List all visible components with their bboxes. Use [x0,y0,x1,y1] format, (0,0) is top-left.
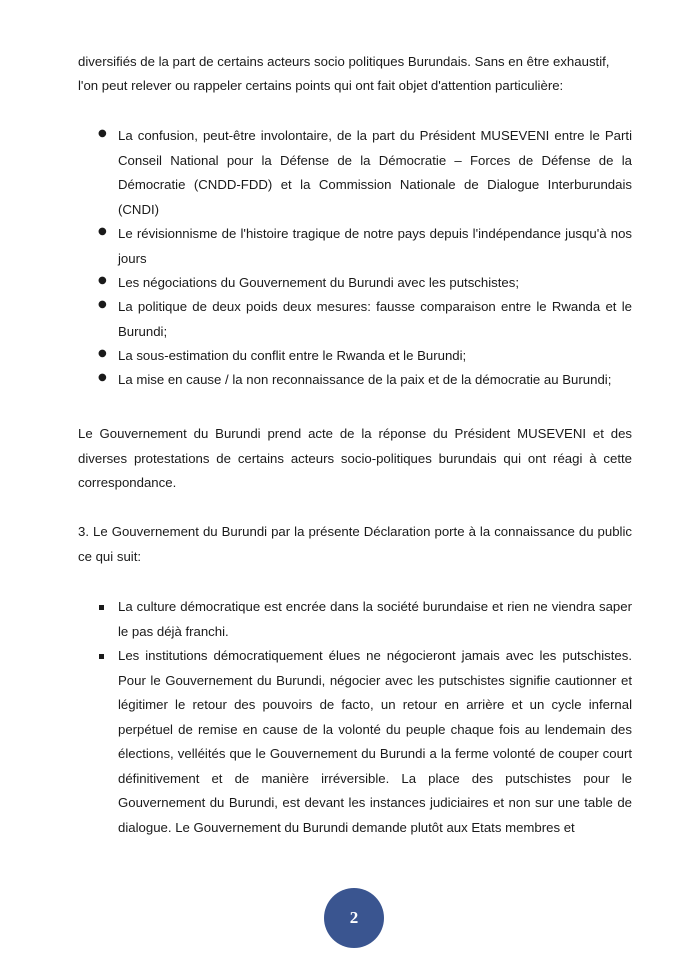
bullet-dot-icon: ● [98,372,107,383]
bullet-dot-icon: ● [98,348,107,359]
list-item: Le révisionnisme de l'histoire tragique de notre pays depuis l'indépendance jusqu'à nos jours [118,226,632,266]
intro-line-1: diversifiés de la part de certains acteurs socio politiques Burundais. Sans en être exhaustif, [78,54,610,69]
bullet-square-icon [99,605,104,610]
list-item: La mise en cause / la non reconnaissance de la paix et de la démocratie au Burundi; [118,372,612,387]
intro-line-2: l'on peut relever ou rappeler certains points qui ont fait objet d'attention particulière: [78,78,564,93]
list-item: La politique de deux poids deux mesures: fausse comparaison entre le Rwanda et le Burundi; [118,299,632,339]
list-item: La confusion, peut-être involontaire, de la part du Président MUSEVENI entre le Parti Conseil National pour la Défense de la Démocratie – Forces de Défense de la Démocratie (CNDD-FDD) et la Commission Nationale de Dialogue Interburundais (CNDI) [118,128,632,217]
list-item: La culture démocratique est encrée dans la société burundaise et rien ne viendra saper le pas déjà franchi. [118,599,632,639]
list-item: La sous-estimation du conflit entre le Rwanda et le Burundi; [118,348,467,363]
bullet-dot-icon: ● [98,128,107,139]
list-item: Les négociations du Gouvernement du Burundi avec les putschistes; [118,275,519,290]
paragraph: Le Gouvernement du Burundi prend acte de la réponse du Président MUSEVENI et des diverses protestations de certains acteurs socio-politiques burundais qui ont réagi à cette correspondance. [78,426,632,490]
bullet-dot-icon: ● [98,275,107,286]
bullet-dot-icon: ● [98,299,107,310]
page-number: 2 [349,908,359,927]
section-3-paragraph: 3. Le Gouvernement du Burundi par la présente Déclaration porte à la connaissance du public ce qui suit: [78,524,632,564]
list-item: Les institutions démocratiquement élues ne négocieront jamais avec les putschistes. Pour le Gouvernement du Burundi, négocier avec les putschistes signifie cautionner et légitimer le retour des pouvoirs de facto, un retour en arrière et un cycle infernal perpétuel de remise en cause de la volonté du peuple chaque fois au lendemain des élections, velléités que le Gouvernement du Burundi a la ferme volonté de couper court définitivement et de manière irréversible. La place des putschistes pour le Gouvernement du Burundi, est devant les instances judiciaires et non sur une table de dialogue. Le Gouvernement du Burundi demande plutôt aux Etats membres et [118,648,632,835]
bullet-dot-icon: ● [98,226,107,237]
bullet-square-icon [99,654,104,659]
page-number-badge [324,888,384,948]
